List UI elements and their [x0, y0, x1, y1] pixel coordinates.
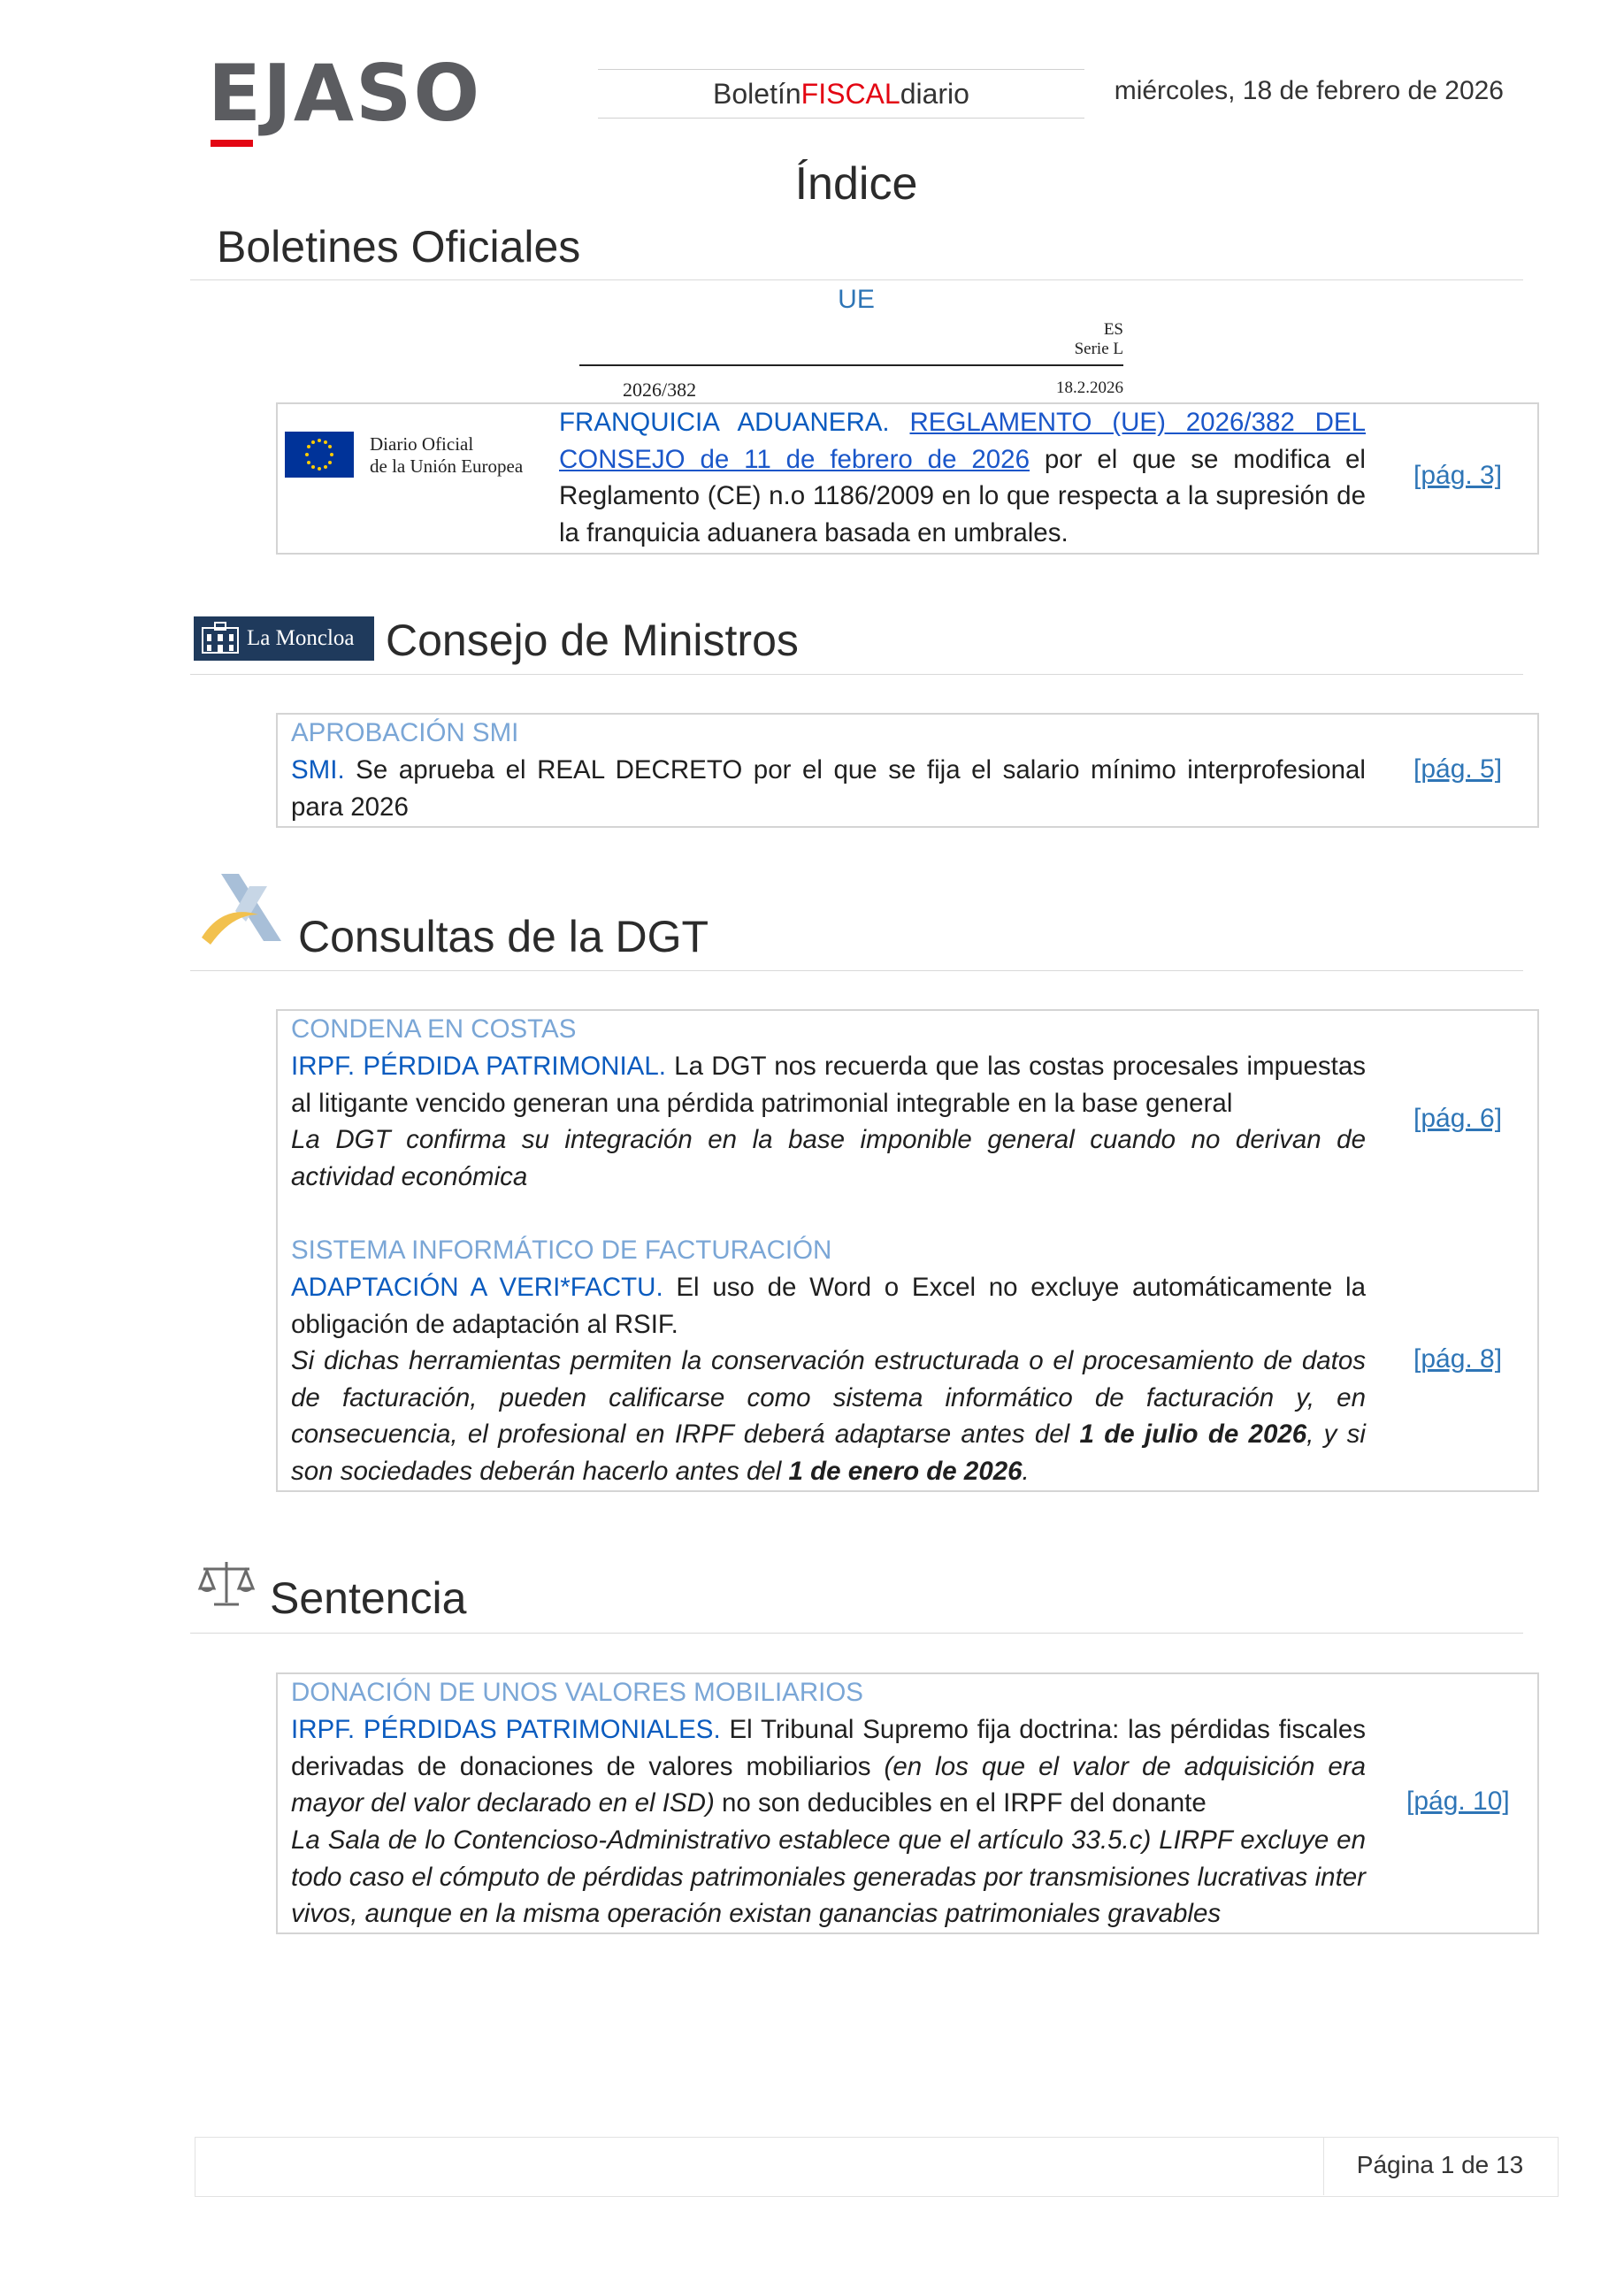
regulation-link[interactable]: REGLAMENTO (UE) 2026/382 DEL CONSEJO de 11 de febrero de 2026 — [559, 408, 1367, 474]
section-divider — [190, 970, 1523, 971]
page-link-5[interactable]: [pág. 5] — [1413, 754, 1503, 784]
oj-lang: ES — [1103, 320, 1123, 339]
entry-description: Se aprueba el REAL DECRETO por el que se fija el salario mínimo interprofesional para 2026 — [291, 755, 1366, 822]
palace-icon — [199, 621, 241, 656]
entry-category: CONDENA EN COSTAS — [291, 1014, 577, 1044]
section-title-boletines: Boletines Oficiales — [217, 222, 581, 272]
entry-summary-donacion: La Sala de lo Contencioso-Administrativo establece que el artículo 33.5.c) LIRPF excluye en todo caso el cómputo de pérdidas patrimoniales generadas por transmisiones lucrativas inter vivos, aunque en la misma operación existan ganancias patrimoniales gravables — [291, 1825, 1366, 1928]
oj-number: 2026/382 — [623, 379, 697, 401]
entry-category: SISTEMA INFORMÁTICO DE FACTURACIÓN — [291, 1236, 832, 1265]
page-link-3[interactable]: [pág. 3] — [1413, 461, 1503, 490]
entry-description: por el que se modifica el Reglamento (CE) n.o 1186/2009 en lo que respecta a la supresión de la franquicia aduanera basada en umbrales. — [559, 444, 1366, 547]
entry-description: no son deducibles en el IRPF del donante — [714, 1788, 1207, 1818]
oj-series: Serie L — [1074, 340, 1123, 358]
section-title-dgt: Consultas de la DGT — [298, 912, 709, 961]
bulletin-title — [598, 69, 1084, 119]
entry-topic: IRPF. PÉRDIDAS PATRIMONIALES. — [291, 1715, 721, 1744]
entry-text-smi — [291, 752, 1366, 825]
bulletin-title-prefix: Boletín — [713, 77, 801, 110]
logo-accent-bar — [211, 140, 253, 147]
entry-summary-verifactu — [291, 1343, 1366, 1489]
entry-description: El uso de Word o Excel no excluye automáticamente la obligación de adaptación al RSIF. — [291, 1273, 1366, 1339]
entry-description: El Tribunal Supremo fija doctrina: las pérdidas fiscales derivadas de donaciones de valores mobiliarios — [291, 1715, 1366, 1781]
eu-journal-logo-text — [370, 433, 523, 478]
summary-part: , y si son sociedades deberán hacerlo antes del — [291, 1420, 1366, 1486]
entry-summary-costas: La DGT confirma su integración en la base imponible general cuando no derivan de actividad económica — [291, 1125, 1366, 1191]
oj-date: 18.2.2026 — [1056, 379, 1123, 397]
agencia-tributaria-logo — [196, 869, 285, 952]
entry-topic: SMI. — [291, 755, 345, 784]
oj-header-lang — [1044, 320, 1123, 359]
page-link-8[interactable]: [pág. 8] — [1413, 1344, 1503, 1374]
section-divider — [190, 279, 1523, 280]
eu-logo-line1: Diario Oficial — [370, 433, 474, 455]
section-title-consejo: Consejo de Ministros — [386, 616, 799, 665]
summary-part: Si dichas herramientas permiten la conservación estructurada o el procesamiento de datos de facturación, pueden calificarse como sistema informático de facturación y, en consecuencia, el profesional en IRPF deberá adaptarse antes del — [291, 1346, 1366, 1449]
entry-text-donacion — [291, 1711, 1366, 1822]
entry-text-ue — [559, 404, 1366, 551]
page-link-6[interactable]: [pág. 6] — [1413, 1104, 1503, 1133]
deadline-date-sociedades: 1 de enero de 2026 — [788, 1456, 1023, 1486]
bulletin-title-highlight: FISCAL — [801, 77, 900, 110]
oj-header-rule — [579, 364, 1123, 366]
bulletin-date: miércoles, 18 de febrero de 2026 — [1114, 76, 1504, 105]
entry-description-italic: (en los que el valor de adquisición era mayor del valor declarado en el ISD) — [291, 1751, 1367, 1818]
eu-logo-line2: de la Unión Europea — [370, 455, 524, 477]
entry-category: DONACIÓN DE UNOS VALORES MOBILIARIOS — [291, 1678, 863, 1707]
moncloa-logo-text: La Moncloa — [247, 626, 355, 650]
section-title-sentencia: Sentencia — [270, 1573, 467, 1623]
entry-topic: IRPF. PÉRDIDA PATRIMONIAL. — [291, 1052, 666, 1081]
scales-of-justice-icon — [196, 1558, 257, 1611]
entry-text-verifactu — [291, 1269, 1366, 1343]
ejaso-logo: EJASO — [208, 48, 482, 139]
bulletin-title-suffix: diario — [900, 77, 969, 110]
section-subtitle-ue: UE — [838, 285, 875, 314]
summary-part: . — [1022, 1456, 1030, 1486]
page-link-10[interactable]: [pág. 10] — [1406, 1787, 1510, 1816]
entry-category: APROBACIÓN SMI — [291, 718, 519, 747]
deadline-date-irpf: 1 de julio de 2026 — [1079, 1420, 1307, 1449]
eu-flag-icon — [285, 432, 354, 478]
section-divider — [190, 1633, 1523, 1634]
moncloa-logo — [194, 616, 374, 661]
entry-topic: ADAPTACIÓN A VERI*FACTU. — [291, 1273, 663, 1302]
section-divider — [190, 674, 1523, 675]
page-number: Página 1 de 13 — [1356, 2151, 1524, 2178]
entry-topic: FRANQUICIA ADUANERA. — [559, 408, 890, 437]
entry-text-costas — [291, 1048, 1366, 1121]
entry-description: La DGT nos recuerda que las costas procesales impuestas al litigante vencido generan una pérdida patrimonial integrable en la base general — [291, 1052, 1366, 1118]
index-title: Índice — [794, 158, 918, 210]
